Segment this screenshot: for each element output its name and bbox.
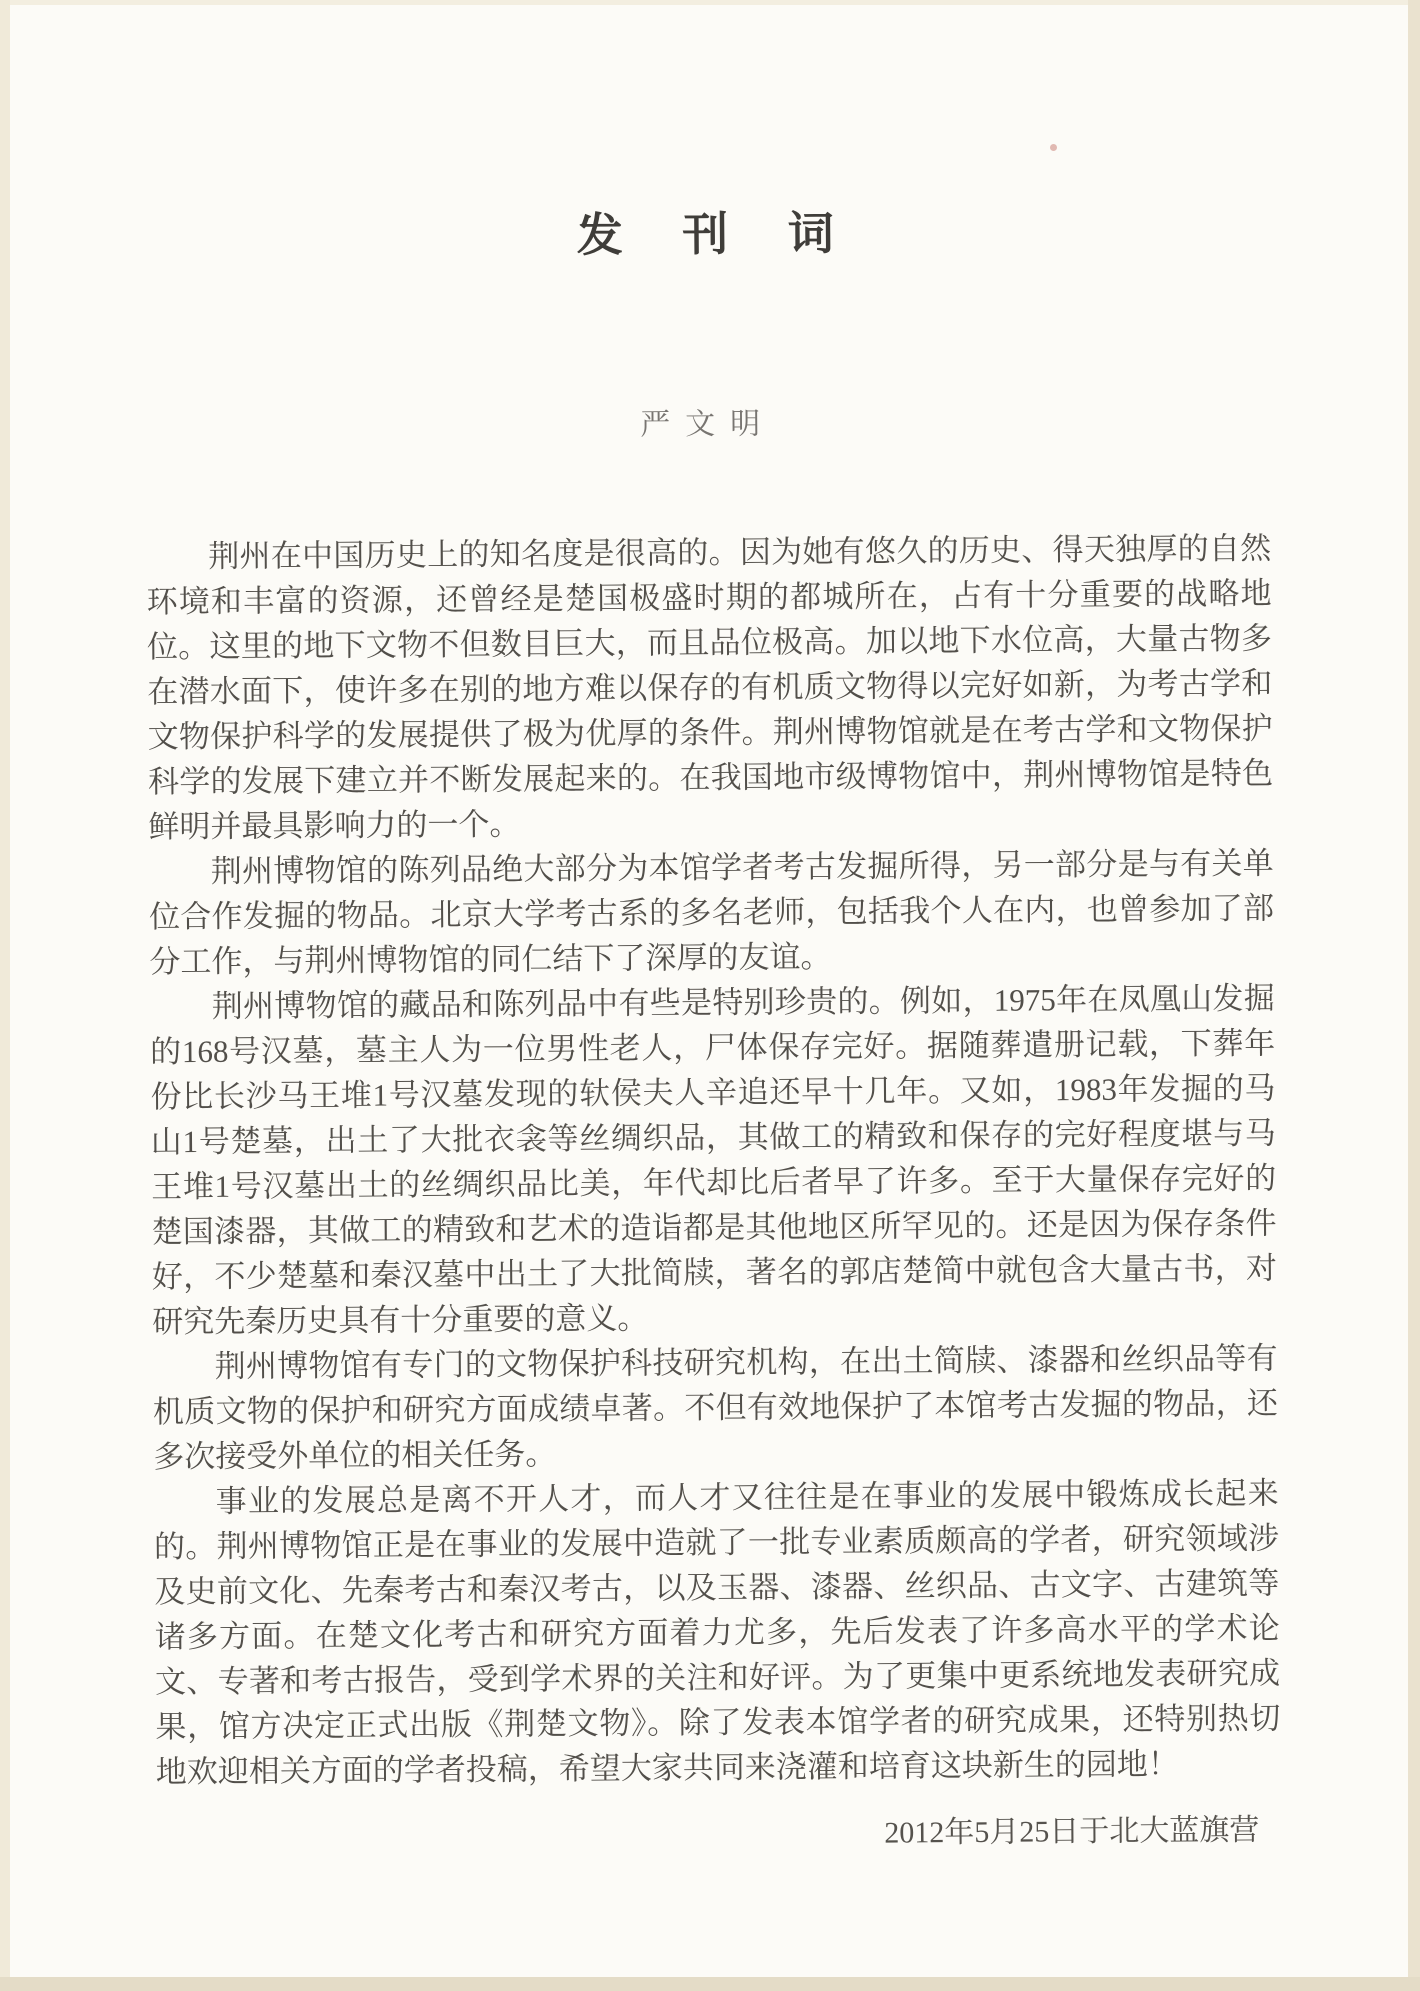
page-content xyxy=(0,199,1420,1862)
paragraph: 荆州博物馆的藏品和陈列品中有些是特别珍贵的。例如，1975年在凤凰山发掘的168号汉墓，墓主人为一位男性老人，尸体保存完好。据随葬遣册记载，下葬年份比长沙马王堆1号汉墓发现的轪侯夫人辛追还早十几年。又如，1983年发掘的马山1号楚墓，出土了大批衣衾等丝绸织品，其做工的精致和保存的完好程度堪与马王堆1号汉墓出土的丝绸织品比美，年代却比后者早了许多。至于大量保存完好的楚国漆器，其做工的精致和艺术的造诣都是其他地区所罕见的。还是因为保存条件好，不少楚墓和秦汉墓中出土了大批简牍，著名的郭店楚简中就包含大量古书，对研究先秦历史具有十分重要的意义。 xyxy=(150,980,1278,1340)
page-title: 发 刊 词 xyxy=(576,207,836,262)
article-body xyxy=(146,526,1281,1795)
page-edge-bottom xyxy=(0,1977,1420,1991)
dateline-row xyxy=(156,1808,1281,1862)
page-edge-top xyxy=(0,0,1420,5)
scan-speck xyxy=(1050,144,1057,151)
paragraph: 事业的发展总是离不开人才，而人才又往往是在事业的发展中锻炼成长起来的。荆州博物馆正是在事业的发展中造就了一批专业素质颇高的学者，研究领域涉及史前文化、先秦考古和秦汉考古，以及玉器、漆器、丝织品、古文字、古建筑等诸多方面。在楚文化考古和研究方面着力尤多，先后发表了许多高水平的学术论文、专著和考古报告，受到学术界的关注和好评。为了更集中更系统地发表研究成果，馆方决定正式出版《荆楚文物》。除了发表本馆学者的研究成果，还特别热切地欢迎相关方面的学者投稿，希望大家共同来浇灌和培育这块新生的园地！ xyxy=(153,1475,1281,1790)
paragraph: 荆州在中国历史上的知名度是很高的。因为她有悠久的历史、得天独厚的自然环境和丰富的资源，还曾经是楚国极盛时期的都城所在，占有十分重要的战略地位。这里的地下文物不但数目巨大，而且品位极高。加以地下水位高，大量古物多在潜水面下，使许多在别的地方难以保存的有机质文物得以完好如新，为考古学和文物保护科学的发展提供了极为优厚的条件。荆州博物馆就是在考古学和文物保护科学的发展下建立并不断发展起来的。在我国地市级博物馆中，荆州博物馆是特色鲜明并最具影响力的一个。 xyxy=(146,530,1274,845)
dateline: 2012年5月25日于北大蓝旗营 xyxy=(884,1813,1260,1850)
paragraph: 荆州博物馆的陈列品绝大部分为本馆学者考古发掘所得，另一部分是与有关单位合作发掘的物品。北京大学考古系的多名老师，包括我个人在内，也曾参加了部分工作，与荆州博物馆的同仁结下了深厚的友谊。 xyxy=(148,845,1275,980)
author-name: 严文明 xyxy=(640,407,776,442)
paragraph: 荆州博物馆有专门的文物保护科技研究机构，在出土简牍、漆器和丝织品等有机质文物的保护和研究方面成绩卓著。不但有效地保护了本馆考古发掘的物品，还多次接受外单位的相关任务。 xyxy=(152,1340,1279,1475)
